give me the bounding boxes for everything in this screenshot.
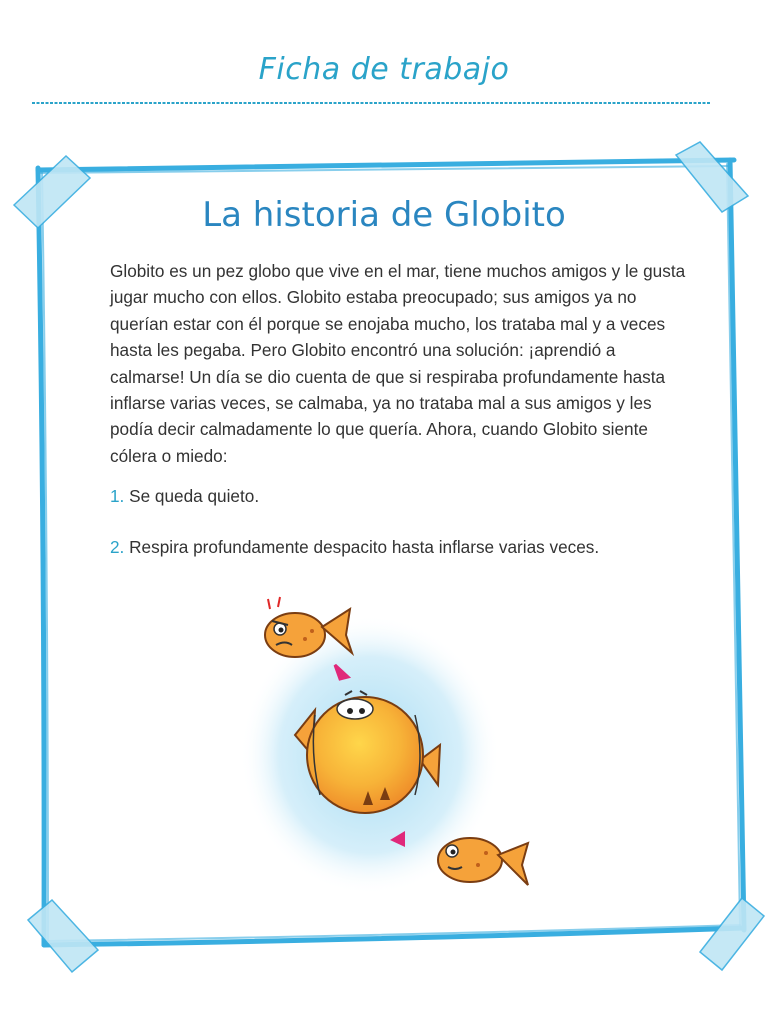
story-paragraph: Globito es un pez globo que vive en el mar, tiene muchos amigos y le gusta jugar mucho con ellos. Globito estaba preocupado; sus amigos ya no querían estar con él porque se enojaba mucho, los trataba mal y a veces hasta les pegaba. Pero Globito encontró una solución: ¡aprendió a calmarse! Un día se dio cuenta de que si respiraba profundamente hasta inflarse varias veces, se calmaba, ya no trataba mal a sus amigos y les podía decir calmadamente lo que quería. Ahora, cuando Globito siente cólera o miedo: [110, 261, 686, 466]
tape-bottom-left [28, 900, 98, 972]
step-2-text: Respira profundamente despacito hasta inflarse varias veces. [129, 537, 600, 557]
story-title: La historia de Globito [202, 195, 566, 235]
step-1 [110, 486, 710, 507]
tape-bottom-right [700, 898, 764, 970]
worksheet-header-title: Ficha de trabajo [258, 52, 510, 87]
calm-fish-icon [438, 838, 528, 885]
pufferfish-illustration [240, 595, 540, 900]
step-1-number: 1. [110, 486, 125, 506]
step-2 [110, 537, 710, 558]
step-1-text: Se queda quieto. [129, 486, 260, 506]
step-2-number: 2. [110, 537, 125, 557]
